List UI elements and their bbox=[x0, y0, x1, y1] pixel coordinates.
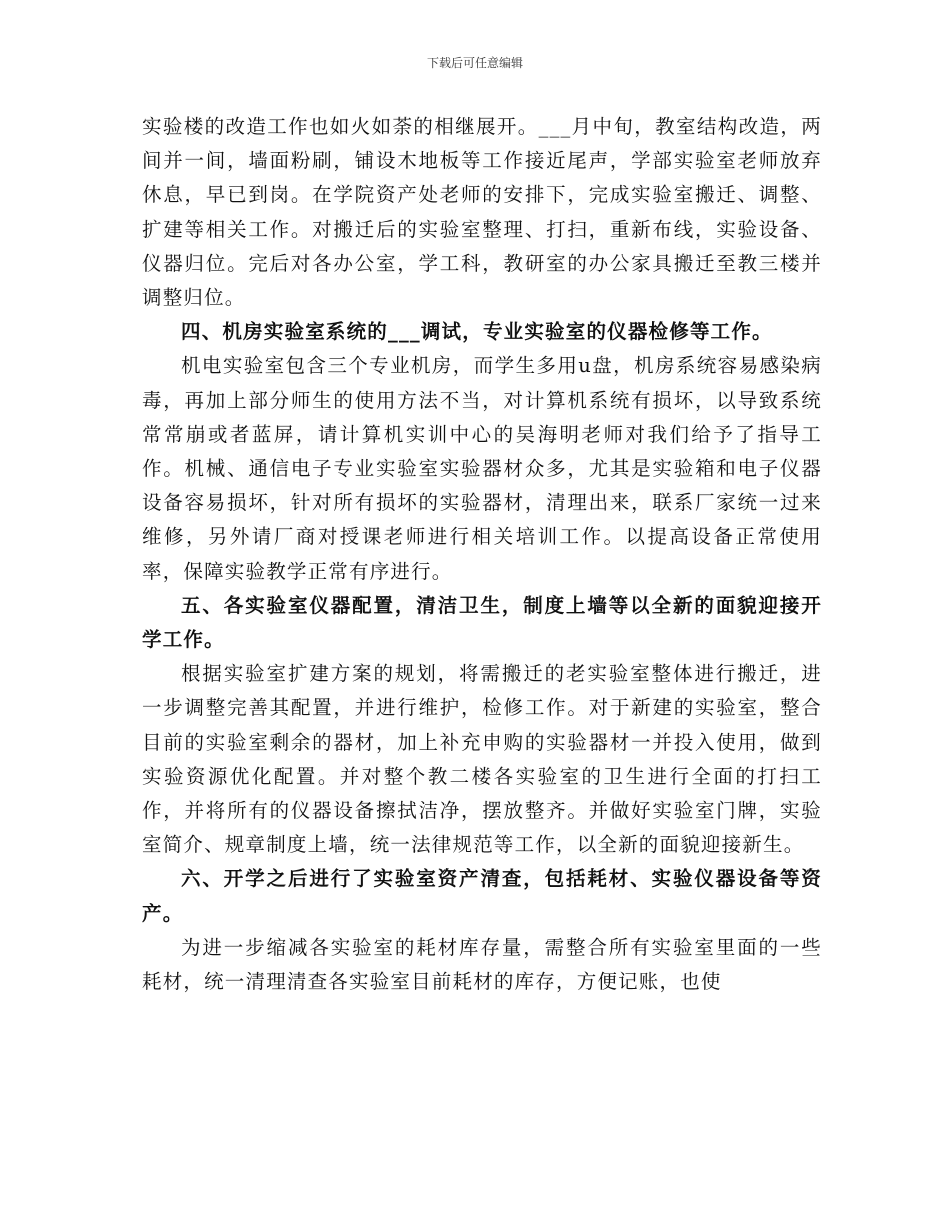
section-heading-6: 六、开学之后进行了实验室资产清查，包括耗材、实验仪器设备等资产。 bbox=[142, 867, 822, 925]
paragraph-relocation: 实验楼的改造工作也如火如荼的相继展开。___月中旬，教室结构改造，两间并一间，墙面粉刷，铺设木地板等工作接近尾声，学部实验室老师放弃休息，早已到岗。在学院资产处老师的安排下，完成实验室搬迁、调整、扩建等相关工作。对搬迁后的实验室整理、打扫，重新布线，实验设备、仪器归位。完后对各办公室，学工科，教研室的办公家具搬迁至教三楼并调整归位。 bbox=[142, 115, 822, 310]
document-body bbox=[142, 110, 822, 999]
section-heading-4: 四、机房实验室系统的___调试，专业实验室的仪器检修等工作。 bbox=[181, 320, 773, 344]
paragraph-asset-inventory: 为进一步缩减各实验室的耗材库存量，需整合所有实验室里面的一些耗材，统一清理清查各实验室目前耗材的库存，方便记账，也使 bbox=[142, 935, 822, 994]
page-header: 下载后可任意编辑 bbox=[426, 56, 523, 70]
section-heading-5: 五、各实验室仪器配置，清洁卫生，制度上墙等以全新的面貌迎接开学工作。 bbox=[142, 593, 822, 652]
paragraph-computer-lab: 机电实验室包含三个专业机房，而学生多用u盘，机房系统容易感染病毒，再加上部分师生的使用方法不当，对计算机系统有损坏，以导致系统常常崩或者蓝屏，请计算机实训中心的吴海明老师对我们给予了指导工作。机械、通信电子专业实验室实验器材众多，尤其是实验箱和电子仪器设备容易损坏，针对所有损坏的实验器材，清理出来，联系厂家统一过来维修，另外请厂商对授课老师进行相关培训工作。以提高设备正常使用率，保障实验教学正常有序进行。 bbox=[142, 354, 822, 583]
paragraph-lab-configuration: 根据实验室扩建方案的规划，将需搬迁的老实验室整体进行搬迁，进一步调整完善其配置，并进行维护，检修工作。对于新建的实验室，整合目前的实验室剩余的器材，加上补充申购的实验器材一并投入使用，做到实验资源优化配置。并对整个教二楼各实验室的卫生进行全面的打扫工作，并将所有的仪器设备擦拭洁净，摆放整齐。并做好实验室门牌，实验室简介、规章制度上墙，统一法律规范等工作，以全新的面貌迎接新生。 bbox=[142, 662, 822, 857]
